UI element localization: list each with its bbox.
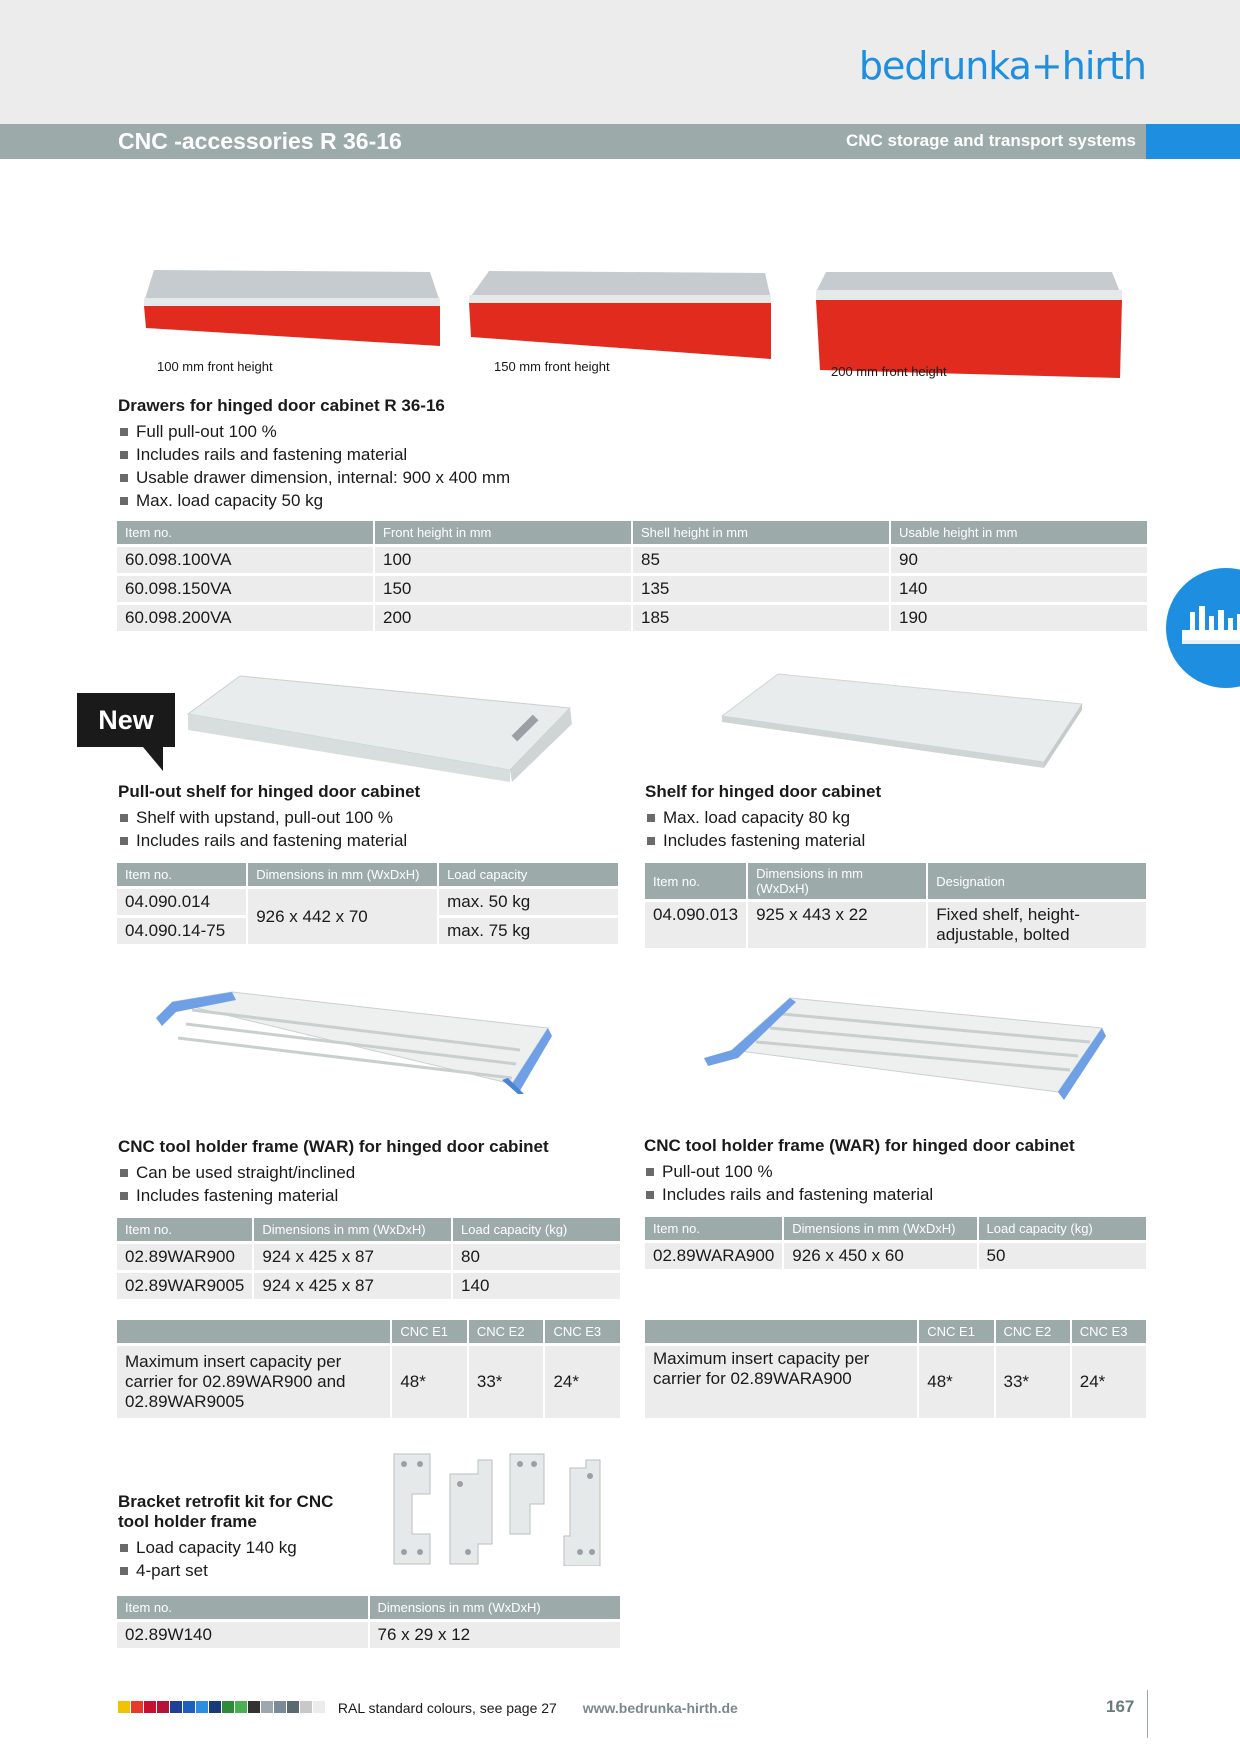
table-cell: 100 xyxy=(375,547,631,573)
table-row xyxy=(117,1346,620,1418)
pullout-shelf-image xyxy=(180,664,580,784)
colour-swatch xyxy=(183,1701,195,1713)
table-header: Item no. xyxy=(117,521,373,544)
new-badge-tail xyxy=(143,747,163,771)
table-cell: 60.098.150VA xyxy=(117,576,373,602)
table-header: Load capacity (kg) xyxy=(453,1218,620,1241)
war-capacity-table xyxy=(115,1317,622,1421)
table-header: CNC E2 xyxy=(996,1320,1070,1343)
list-item: Shelf with upstand, pull-out 100 % xyxy=(118,806,638,829)
table-cell: 02.89W140 xyxy=(117,1622,368,1648)
table-cell: 24* xyxy=(545,1346,620,1418)
table-header xyxy=(645,1320,917,1343)
table-header: Dimensions in mm (WxDxH) xyxy=(748,863,926,899)
drawers-title: Drawers for hinged door cabinet R 36-16 xyxy=(118,396,445,415)
bracket-description xyxy=(118,1492,388,1582)
table-header: CNC E3 xyxy=(545,1320,620,1343)
colour-swatch xyxy=(144,1701,156,1713)
table-header: CNC E1 xyxy=(392,1320,467,1343)
table-cell: 926 x 442 x 70 xyxy=(248,889,437,944)
table-cell: Maximum insert capacity per carrier for 02.89WARA900 xyxy=(645,1346,917,1418)
drawers-description xyxy=(118,396,678,512)
table-header: Load capacity xyxy=(439,863,618,886)
table-row xyxy=(117,889,618,915)
table-header: Item no. xyxy=(117,863,246,886)
drawer-caption-200: 200 mm front height xyxy=(831,364,947,379)
table-cell: 48* xyxy=(392,1346,467,1418)
website-link[interactable]: www.bedrunka-hirth.de xyxy=(582,1700,738,1716)
list-item: Usable drawer dimension, internal: 900 x 400 mm xyxy=(118,466,678,489)
table-header: Dimensions in mm (WxDxH) xyxy=(784,1217,976,1240)
bracket-table xyxy=(115,1593,622,1651)
table-row xyxy=(117,1273,620,1299)
table-cell: 926 x 450 x 60 xyxy=(784,1243,976,1269)
table-cell: 24* xyxy=(1072,1346,1146,1418)
table-cell: 185 xyxy=(633,605,889,631)
new-badge: New xyxy=(77,693,175,747)
ral-colour-swatches xyxy=(118,1700,326,1716)
drawer-caption-100: 100 mm front height xyxy=(157,359,273,374)
table-cell: max. 75 kg xyxy=(439,918,618,944)
table-cell: 80 xyxy=(453,1244,620,1270)
wara-capacity-table xyxy=(643,1317,1148,1421)
section-title: CNC storage and transport systems xyxy=(845,131,1136,150)
colour-swatch xyxy=(222,1701,234,1713)
table-cell: 04.090.014 xyxy=(117,889,246,915)
list-item: Includes fastening material xyxy=(118,1184,638,1207)
table-cell: 33* xyxy=(469,1346,544,1418)
colour-swatch xyxy=(131,1701,143,1713)
table-cell: max. 50 kg xyxy=(439,889,618,915)
chapter-tab[interactable] xyxy=(1166,568,1240,688)
page-title: CNC -accessories R 36-16 xyxy=(118,128,402,154)
table-cell: 200 xyxy=(375,605,631,631)
table-cell: 33* xyxy=(996,1346,1070,1418)
table-header xyxy=(117,1320,390,1343)
table-header: Dimensions in mm (WxDxH) xyxy=(248,863,437,886)
table-cell: 90 xyxy=(891,547,1147,573)
footer-divider xyxy=(1147,1690,1148,1738)
war-title: CNC tool holder frame (WAR) for hinged door cabinet xyxy=(118,1137,549,1156)
wara-title: CNC tool holder frame (WAR) for hinged door cabinet xyxy=(644,1136,1075,1155)
table-cell: 60.098.200VA xyxy=(117,605,373,631)
table-cell: 02.89WARA900 xyxy=(645,1243,782,1269)
drawer-100-image xyxy=(140,262,445,350)
colour-swatch xyxy=(196,1701,208,1713)
war-description xyxy=(118,1137,638,1207)
table-cell: 150 xyxy=(375,576,631,602)
colour-swatch xyxy=(118,1701,130,1713)
list-item: Full pull-out 100 % xyxy=(118,420,678,443)
colour-swatch xyxy=(209,1701,221,1713)
drawer-caption-150: 150 mm front height xyxy=(494,359,610,374)
footer xyxy=(118,1700,738,1716)
table-cell: 48* xyxy=(919,1346,993,1418)
colour-swatch xyxy=(313,1701,325,1713)
list-item: Includes rails and fastening material xyxy=(118,443,678,466)
page-number: 167 xyxy=(1106,1697,1135,1716)
table-cell: 140 xyxy=(453,1273,620,1299)
colour-swatch xyxy=(157,1701,169,1713)
table-header: CNC E1 xyxy=(919,1320,993,1343)
table-cell: 76 x 29 x 12 xyxy=(370,1622,621,1648)
colour-swatch xyxy=(287,1701,299,1713)
title-bar xyxy=(0,124,1146,159)
table-cell: 04.090.14-75 xyxy=(117,918,246,944)
shelf-title: Shelf for hinged door cabinet xyxy=(645,782,882,801)
list-item: Can be used straight/inclined xyxy=(118,1161,638,1184)
bracket-title xyxy=(118,1492,388,1532)
list-item: Pull-out 100 % xyxy=(644,1160,1144,1183)
list-item: Includes rails and fastening material xyxy=(644,1183,1144,1206)
colour-swatch xyxy=(274,1701,286,1713)
table-row xyxy=(117,547,1147,573)
table-row xyxy=(117,576,1147,602)
table-header: Item no. xyxy=(117,1596,368,1619)
list-item: Max. load capacity 50 kg xyxy=(118,489,678,512)
table-cell: 02.89WAR900 xyxy=(117,1244,252,1270)
table-cell: 135 xyxy=(633,576,889,602)
pullout-description xyxy=(118,782,638,852)
table-cell: Maximum insert capacity per carrier for 02.89WAR900 and 02.89WAR9005 xyxy=(117,1346,390,1418)
table-row xyxy=(117,1244,620,1270)
table-cell: 50 xyxy=(979,1243,1146,1269)
wara-description xyxy=(644,1136,1144,1206)
cnc-tools-icon xyxy=(1180,602,1240,652)
table-header: Designation xyxy=(928,863,1146,899)
drawer-150-image xyxy=(465,265,775,363)
pullout-table xyxy=(115,860,620,947)
bracket-title-line1: Bracket retrofit kit for CNC xyxy=(118,1492,334,1511)
table-cell: 924 x 425 x 87 xyxy=(254,1244,451,1270)
wara-frame-image xyxy=(698,992,1108,1104)
colour-swatch xyxy=(300,1701,312,1713)
table-cell: 60.098.100VA xyxy=(117,547,373,573)
table-row xyxy=(117,1622,620,1648)
list-item: 4-part set xyxy=(118,1559,388,1582)
list-item: Load capacity 140 kg xyxy=(118,1536,388,1559)
table-header: Front height in mm xyxy=(375,521,631,544)
brand-logo: bedrunka+hirth xyxy=(858,44,1146,88)
table-cell: 140 xyxy=(891,576,1147,602)
ral-note: RAL standard colours, see page 27 xyxy=(337,1700,557,1716)
wara-table xyxy=(643,1214,1148,1272)
pullout-title: Pull-out shelf for hinged door cabinet xyxy=(118,782,421,801)
bracket-kit-image xyxy=(390,1448,620,1566)
list-item: Max. load capacity 80 kg xyxy=(645,806,1145,829)
list-item: Includes fastening material xyxy=(645,829,1145,852)
table-cell: Fixed shelf, height-adjustable, bolted xyxy=(928,902,1146,948)
shelf-image xyxy=(718,670,1088,770)
table-cell: 190 xyxy=(891,605,1147,631)
colour-swatch xyxy=(235,1701,247,1713)
list-item: Includes rails and fastening material xyxy=(118,829,638,852)
table-row xyxy=(117,605,1147,631)
table-header: CNC E2 xyxy=(469,1320,544,1343)
war-frame-image xyxy=(152,988,556,1098)
shelf-table xyxy=(643,860,1148,951)
table-cell: 924 x 425 x 87 xyxy=(254,1273,451,1299)
table-cell: 02.89WAR9005 xyxy=(117,1273,252,1299)
table-cell: 925 x 443 x 22 xyxy=(748,902,926,948)
table-header: Dimensions in mm (WxDxH) xyxy=(370,1596,621,1619)
bracket-title-line2: tool holder frame xyxy=(118,1512,257,1531)
table-cell: 85 xyxy=(633,547,889,573)
table-header: Usable height in mm xyxy=(891,521,1147,544)
table-header: Shell height in mm xyxy=(633,521,889,544)
table-header: Item no. xyxy=(645,863,746,899)
table-header: Dimensions in mm (WxDxH) xyxy=(254,1218,451,1241)
table-header: CNC E3 xyxy=(1072,1320,1146,1343)
table-header: Item no. xyxy=(117,1218,252,1241)
war-table xyxy=(115,1215,622,1302)
table-row xyxy=(645,902,1146,948)
shelf-description xyxy=(645,782,1145,852)
table-header: Item no. xyxy=(645,1217,782,1240)
table-row xyxy=(645,1346,1146,1418)
colour-swatch xyxy=(248,1701,260,1713)
colour-swatch xyxy=(261,1701,273,1713)
table-cell: 04.090.013 xyxy=(645,902,746,948)
accent-bar xyxy=(1146,124,1240,159)
colour-swatch xyxy=(170,1701,182,1713)
table-header: Load capacity (kg) xyxy=(979,1217,1146,1240)
drawers-table xyxy=(115,518,1149,634)
table-row xyxy=(645,1243,1146,1269)
